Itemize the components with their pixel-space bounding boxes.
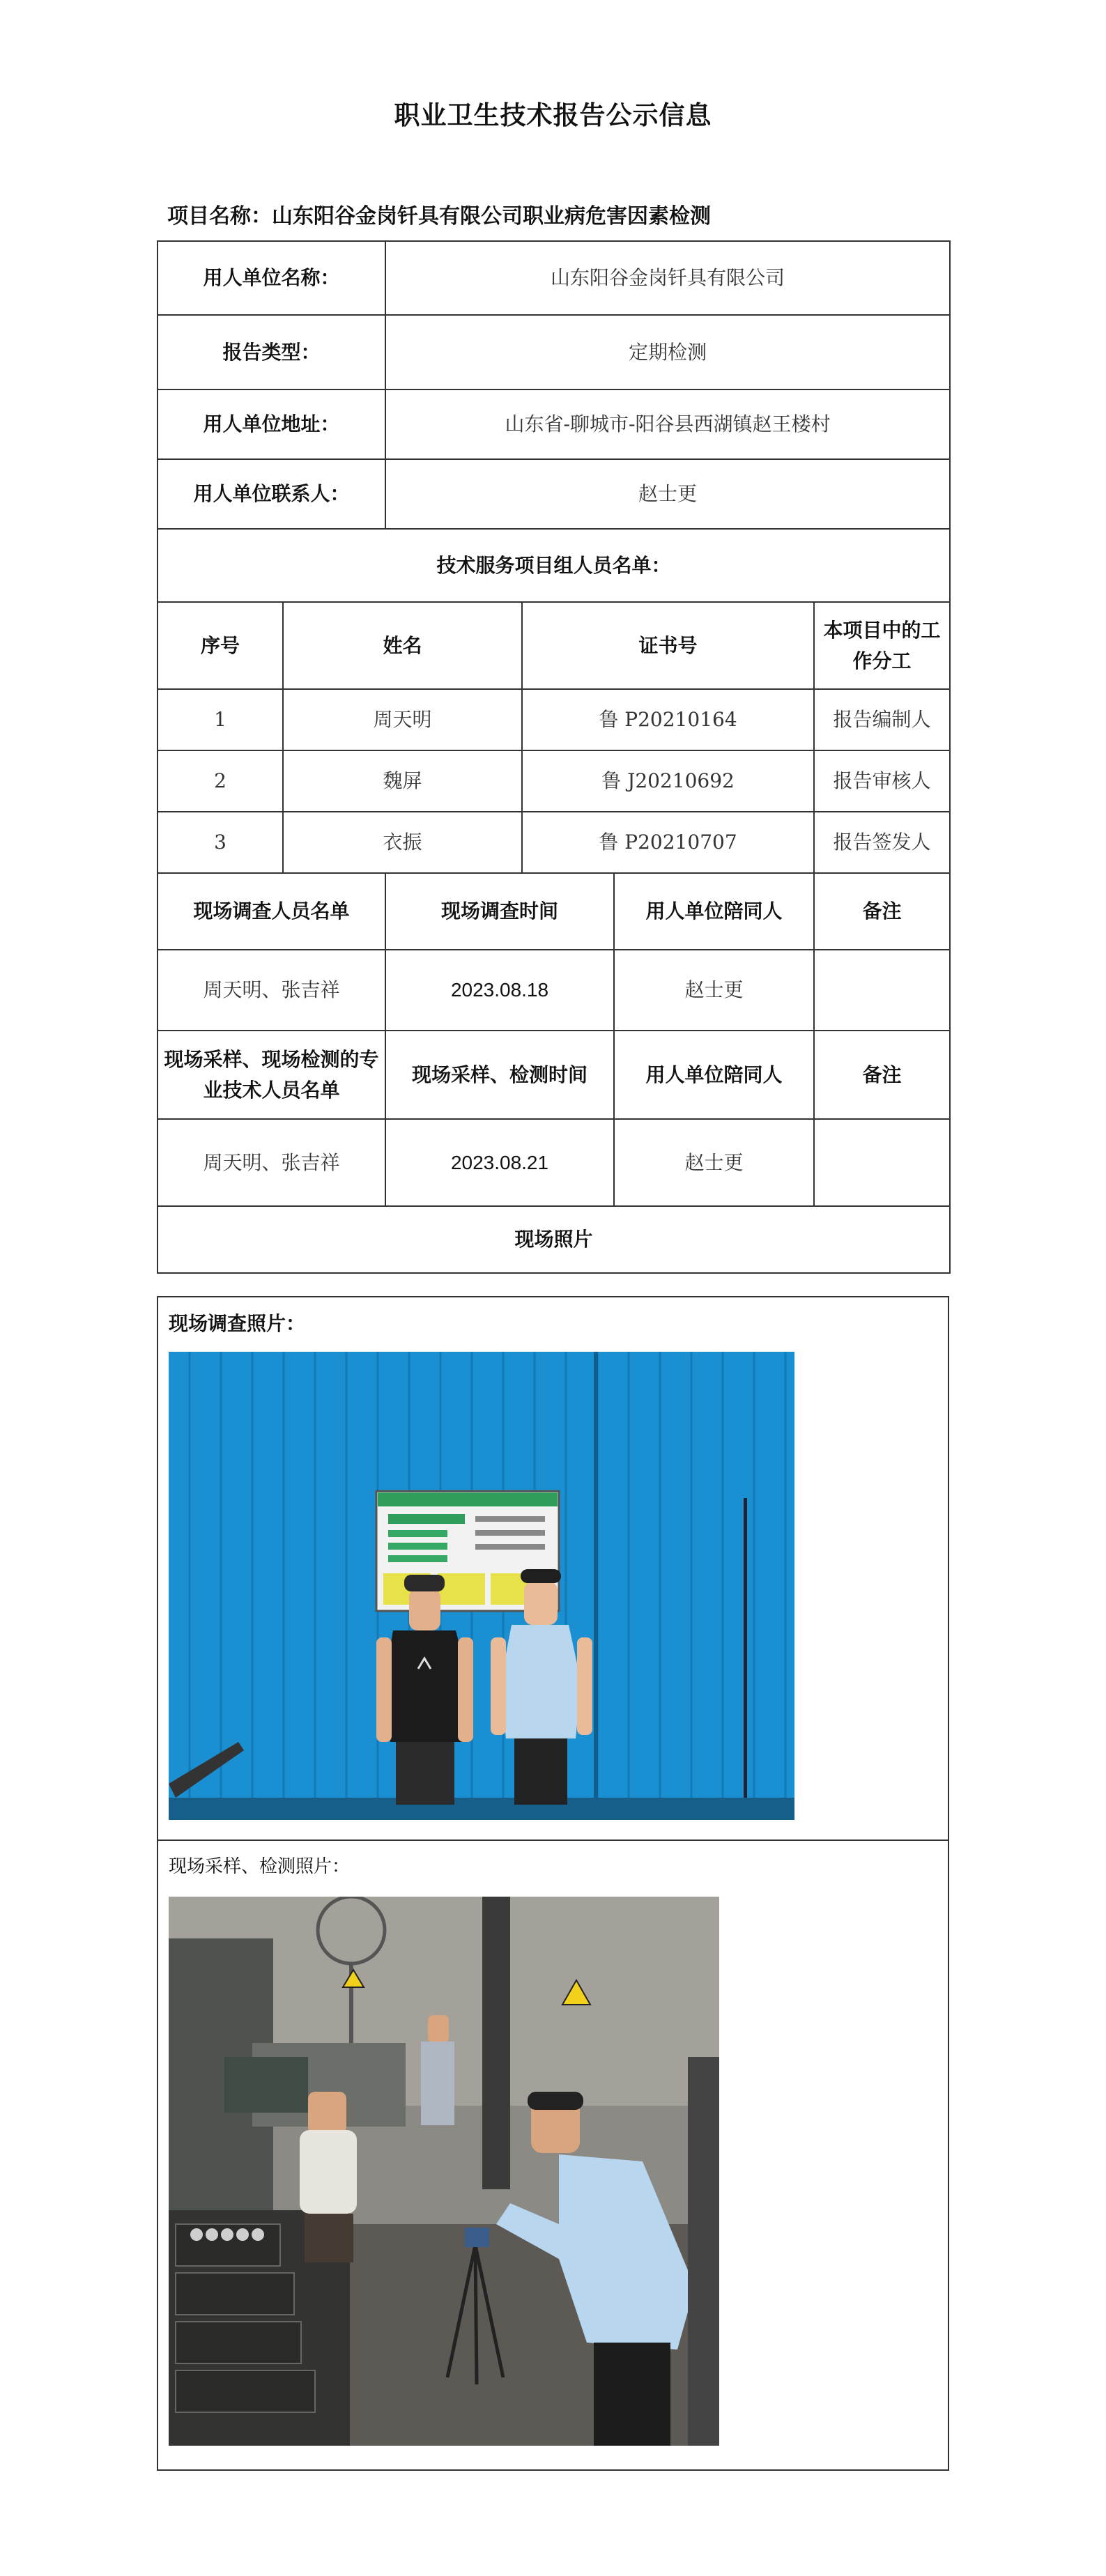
sampling-header-date: 现场采样、检测时间: [385, 1031, 614, 1119]
team-header-role: 本项目中的工作分工: [814, 602, 950, 689]
team-row-role: 报告审核人: [814, 750, 950, 812]
team-row-no: 2: [158, 750, 283, 812]
survey-escort: 赵士更: [614, 950, 814, 1031]
sampling-header-escort: 用人单位陪同人: [614, 1031, 814, 1119]
team-row-cert: 鲁 P20210707: [522, 812, 814, 873]
project-value: 山东阳谷金岗钎具有限公司职业病危害因素检测: [272, 204, 711, 229]
survey-date: 2023.08.18: [385, 950, 614, 1031]
sampling-photo-caption: 现场采样、检测照片：: [169, 1856, 351, 1877]
project-name: [167, 199, 711, 229]
survey-photo: [169, 1352, 794, 1820]
report-type-value: 定期检测: [385, 315, 950, 390]
team-row: [158, 812, 950, 873]
team-row-no: 3: [158, 812, 283, 873]
photos-divider: [158, 1840, 948, 1841]
employer-contact-row: [158, 459, 950, 529]
photos-panel: [157, 1296, 949, 2471]
survey-row: [158, 950, 950, 1031]
survey-header-escort: 用人单位陪同人: [614, 873, 814, 950]
sampling-header-row: [158, 1031, 950, 1119]
sampling-date: 2023.08.21: [385, 1119, 614, 1206]
survey-header-people: 现场调查人员名单: [158, 873, 385, 950]
survey-header-row: [158, 873, 950, 950]
survey-note: [814, 950, 950, 1031]
sampling-header-people: 现场采样、现场检测的专业技术人员名单: [158, 1031, 385, 1119]
team-header-no: 序号: [158, 602, 283, 689]
project-label: 项目名称：: [167, 204, 272, 229]
sampling-row: [158, 1119, 950, 1206]
team-row-role: 报告编制人: [814, 689, 950, 750]
sampling-escort: 赵士更: [614, 1119, 814, 1206]
sampling-people: 周天明、张吉祥: [158, 1119, 385, 1206]
team-row-name: 魏屏: [283, 750, 522, 812]
team-row-name: 周天明: [283, 689, 522, 750]
employer-contact-value: 赵士更: [385, 459, 950, 529]
survey-photo-caption: 现场调查照片：: [169, 1312, 306, 1335]
sampling-photo: [169, 1897, 719, 2446]
employer-address-row: [158, 390, 950, 459]
survey-header-date: 现场调查时间: [385, 873, 614, 950]
photos-heading: 现场照片: [158, 1206, 950, 1273]
employer-address-label: 用人单位地址：: [158, 390, 385, 459]
report-info-table: [157, 240, 951, 1274]
team-row-cert: 鲁 J20210692: [522, 750, 814, 812]
team-header-name: 姓名: [283, 602, 522, 689]
employer-contact-label: 用人单位联系人：: [158, 459, 385, 529]
report-type-row: [158, 315, 950, 390]
photos-heading-row: [158, 1206, 950, 1273]
employer-address-value: 山东省-聊城市-阳谷县西湖镇赵王楼村: [385, 390, 950, 459]
team-row-role: 报告签发人: [814, 812, 950, 873]
survey-header-note: 备注: [814, 873, 950, 950]
page-title: 职业卫生技术报告公示信息: [394, 100, 712, 130]
employer-name-value: 山东阳谷金岗钎具有限公司: [385, 241, 950, 315]
team-header-row: [158, 602, 950, 689]
team-heading: 技术服务项目组人员名单：: [158, 529, 950, 602]
team-heading-row: [158, 529, 950, 602]
sampling-header-note: 备注: [814, 1031, 950, 1119]
employer-name-label: 用人单位名称：: [158, 241, 385, 315]
employer-name-row: [158, 241, 950, 315]
team-header-cert: 证书号: [522, 602, 814, 689]
survey-people: 周天明、张吉祥: [158, 950, 385, 1031]
team-row-no: 1: [158, 689, 283, 750]
team-row-cert: 鲁 P20210164: [522, 689, 814, 750]
team-row: [158, 750, 950, 812]
report-type-label: 报告类型：: [158, 315, 385, 390]
team-row-name: 衣振: [283, 812, 522, 873]
sampling-note: [814, 1119, 950, 1206]
team-row: [158, 689, 950, 750]
